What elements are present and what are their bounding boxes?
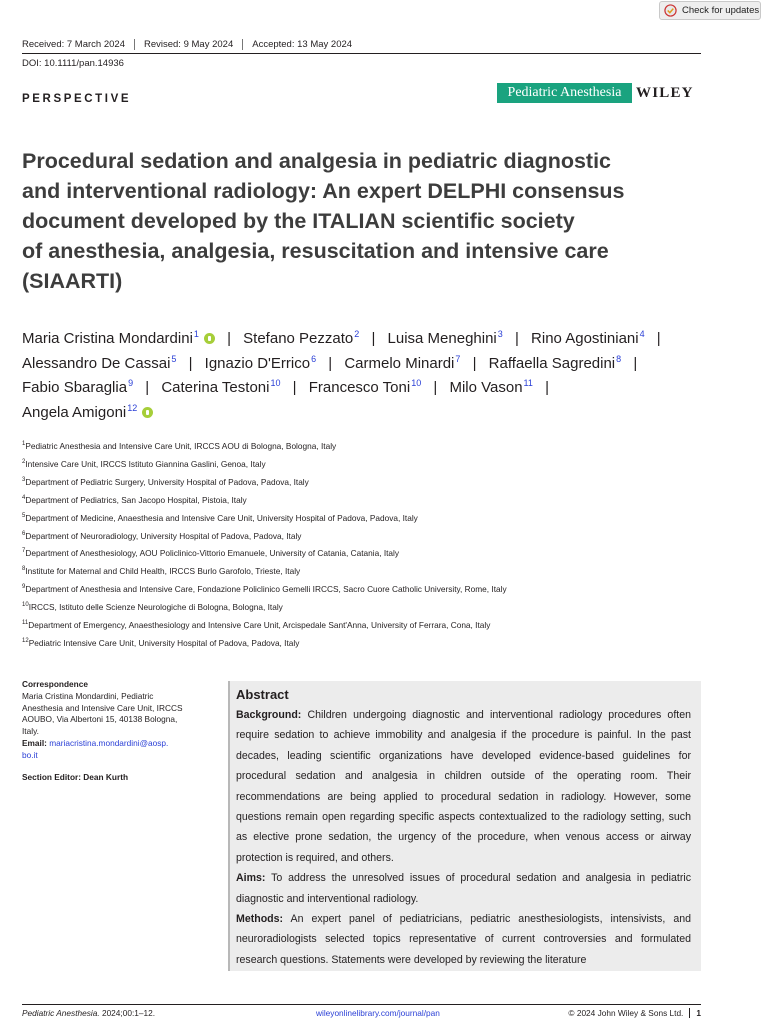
journal-name: Pediatric Anesthesia (507, 85, 622, 100)
affiliation (22, 474, 507, 492)
author-name[interactable]: Luisa Meneghini (387, 330, 497, 347)
author-name[interactable]: Fabio Sbaraglia (22, 379, 128, 396)
affiliation-text: Department of Anesthesiology, AOU Policlinico-Vittorio Emanuele, University of Catania, Catania, Italy (25, 548, 400, 559)
footer-citation (22, 1008, 155, 1018)
affiliation (22, 599, 507, 617)
affiliation-number: 6 (22, 530, 26, 537)
affiliation-text: Pediatric Anesthesia and Intensive Care Unit, IRCCS AOU di Bologna, Bologna, Italy (25, 441, 337, 451)
journal-url-link[interactable]: wileyonlinelibrary.com/journal/pan (316, 1008, 440, 1018)
author-divider: | (633, 354, 638, 372)
affiliation-number: 3 (22, 477, 26, 484)
check-for-updates-button[interactable] (659, 1, 761, 20)
aims-label: Aims: (236, 872, 266, 885)
date-divider (242, 39, 243, 50)
correspondence-line: AOUBO, Via Albertoni 15, 40138 Bologna, (22, 714, 178, 725)
check-updates-icon (664, 4, 677, 17)
affiliation-ref[interactable]: 1 (193, 329, 199, 339)
affiliation-ref[interactable]: 12 (127, 402, 138, 413)
affiliation (22, 456, 507, 474)
correspondence-heading: Correspondence (22, 679, 88, 689)
author-divider: | (188, 354, 193, 372)
title-line: (SIAARTI) (22, 269, 123, 293)
correspondence-line: Anesthesia and Intensive Care Unit, IRCCS (22, 702, 183, 713)
author-divider: | (656, 330, 661, 347)
background-text: Children undergoing diagnostic and interventional radiology procedures often require sedation to achieve immobility and analgesia if the procedure is painful. In the past decades, leading scientific organizations have developed evidence-based guidelines for procedural sedation and analgesia in children outside of the operating room. Their recommendations are being applied to procedural sedation in radiology. However, some questions remain open regarding specific aspects contextualized to the radiology setting, such as elective prone sedation, the urgency of the procedure, when venous access or airway protection is required, and others. (236, 709, 691, 864)
correspondence (22, 679, 212, 783)
affiliation-ref[interactable]: 6 (311, 353, 317, 364)
affiliation-text: Department of Emergency, Anaesthesiology and Intensive Care Unit, Arcispedale Sant'Anna, University of Ferrara, Cona, Italy (28, 620, 491, 631)
affiliation-ref[interactable]: 10 (270, 378, 281, 388)
author-divider: | (371, 330, 376, 347)
methods-label: Methods: (236, 913, 284, 926)
affiliation-text: Department of Pediatrics, San Jacopo Hospital, Pistoia, Italy (25, 494, 247, 505)
affiliation-text: IRCCS, Istituto delle Scienze Neurologiche di Bologna, Bologna, Italy (28, 602, 283, 613)
journal-logo (497, 83, 632, 103)
revised-date: Revised: 9 May 2024 (143, 39, 234, 50)
affiliation-number: 11 (22, 620, 29, 627)
affiliation-text: Department of Anesthesia and Intensive Care, Fondazione Policlinico Gemelli IRCCS, Sacro Cuore Catholic University, Rome, Italy (25, 584, 507, 595)
affiliation-number: 4 (22, 494, 26, 501)
affiliation-ref[interactable]: 11 (523, 378, 533, 388)
author-name[interactable]: Milo Vason (449, 379, 523, 396)
abstract-box (228, 681, 701, 971)
affiliation-ref[interactable]: 5 (171, 353, 177, 364)
affiliation-ref[interactable]: 3 (497, 329, 503, 339)
author-list (22, 327, 712, 425)
affiliation (22, 563, 507, 581)
received-date: Received: 7 March 2024 (22, 39, 125, 50)
affiliation-ref[interactable]: 4 (639, 329, 645, 339)
methods-text: An expert panel of pediatricians, pediatric anesthesiologists, intensivists, and neuroradiologists selected topics representative of current controversies and formulated research questions. Statements were developed by reviewing the literature (236, 913, 692, 966)
author-divider: | (545, 379, 549, 396)
affiliation-number: 5 (22, 512, 26, 519)
footer-right (568, 1008, 701, 1018)
author-name[interactable]: Carmelo Minardi (344, 354, 455, 372)
title-line: and interventional radiology: An expert DELPHI consensus (22, 179, 625, 203)
header-rule (22, 53, 701, 54)
affiliation-number: 12 (22, 638, 29, 645)
date-divider (134, 39, 135, 50)
affiliation-text: Intensive Care Unit, IRCCS Istituto Giannina Gaslini, Genoa, Italy (25, 458, 266, 469)
title-line: document developed by the ITALIAN scientific society (22, 209, 575, 233)
affiliation (22, 581, 507, 599)
author-divider: | (433, 379, 438, 396)
author-name[interactable]: Maria Cristina Mondardini (22, 330, 193, 347)
affiliation-ref[interactable]: 10 (411, 378, 422, 388)
background-label: Background: (236, 709, 302, 721)
abstract-aims (236, 868, 691, 909)
volume-info: 2024;00:1–12. (101, 1008, 156, 1018)
affiliation (22, 510, 507, 528)
author-name[interactable]: Angela Amigoni (22, 403, 127, 421)
affiliation-list (22, 438, 507, 653)
affiliation-text: Pediatric Intensive Care Unit, University Hospital of Padova, Padova, Italy (28, 637, 300, 648)
author-name[interactable]: Ignazio D'Errico (204, 354, 311, 372)
article-title (22, 146, 682, 296)
affiliation (22, 528, 507, 546)
author-name[interactable]: Stefano Pezzato (243, 330, 354, 347)
email-link[interactable]: mariacristina.mondardini@aosp. (49, 737, 169, 748)
copyright: © 2024 John Wiley & Sons Ltd. (568, 1008, 684, 1018)
abstract-background (236, 705, 691, 868)
author-name[interactable]: Caterina Testoni (161, 379, 270, 396)
affiliation-number: 1 (22, 441, 26, 448)
affiliation (22, 545, 507, 563)
correspondence-line: Maria Cristina Mondardini, Pediatric (22, 690, 154, 701)
correspondence-line: Italy. (22, 726, 39, 737)
check-updates-label: Check for updates (682, 5, 760, 16)
affiliation (22, 438, 507, 456)
journal-citation: Pediatric Anesthesia. (22, 1008, 100, 1018)
footer-divider (689, 1008, 690, 1018)
abstract-title: Abstract (236, 687, 289, 702)
affiliation-text: Department of Medicine, Anaesthesia and Intensive Care Unit, University Hospital of Padova, Padova, Italy (25, 512, 418, 523)
author-divider: | (227, 330, 231, 347)
affiliation (22, 635, 507, 653)
affiliation-number: 9 (22, 584, 26, 591)
email-label: Email: (22, 737, 50, 748)
affiliation-ref[interactable]: 9 (128, 378, 134, 388)
email-link-continued[interactable]: bo.it (22, 749, 38, 760)
page-number: 1 (696, 1008, 701, 1018)
affiliation-text: Department of Pediatric Surgery, University Hospital of Padova, Padova, Italy (25, 476, 309, 487)
author-divider: | (328, 354, 333, 372)
affiliation-text: Department of Neuroradiology, University Hospital of Padova, Padova, Italy (25, 530, 302, 541)
title-line: of anesthesia, analgesia, resuscitation and intensive care (22, 239, 609, 263)
author-name[interactable]: Rino Agostiniani (531, 330, 639, 347)
author-divider: | (472, 354, 477, 372)
affiliation-ref[interactable]: 7 (455, 353, 461, 364)
affiliation-ref[interactable]: 8 (616, 353, 622, 364)
affiliation-number: 8 (22, 566, 26, 573)
section-editor: Section Editor: Dean Kurth (22, 771, 129, 782)
abstract-methods (236, 909, 691, 970)
publisher-logo: WILEY (636, 85, 694, 101)
orcid-icon[interactable] (204, 333, 215, 344)
affiliation (22, 617, 507, 635)
author-divider: | (292, 379, 297, 396)
article-dates (22, 39, 352, 50)
aims-text: To address the unresolved issues of procedural sedation and analgesia in pediatric diagnostic and interventional radiology. (236, 872, 691, 905)
section-label: PERSPECTIVE (22, 93, 132, 105)
accepted-date: Accepted: 13 May 2024 (252, 39, 353, 50)
affiliation-number: 2 (22, 459, 26, 466)
affiliation-ref[interactable]: 2 (354, 329, 360, 339)
affiliation-number: 10 (22, 602, 29, 609)
author-name[interactable]: Francesco Toni (308, 379, 411, 396)
footer-rule (22, 1004, 701, 1005)
author-divider: | (514, 330, 519, 347)
affiliation-number: 7 (22, 548, 26, 555)
author-name[interactable]: Alessandro De Cassai (22, 354, 171, 372)
affiliation (22, 492, 507, 510)
doi[interactable]: DOI: 10.1111/pan.14936 (22, 58, 124, 69)
affiliation-text: Institute for Maternal and Child Health, IRCCS Burlo Garofolo, Trieste, Italy (25, 566, 301, 577)
title-line: Procedural sedation and analgesia in pediatric diagnostic (22, 149, 612, 173)
orcid-icon[interactable] (142, 407, 153, 418)
author-name[interactable]: Raffaella Sagredini (488, 354, 616, 372)
author-divider: | (145, 379, 150, 396)
